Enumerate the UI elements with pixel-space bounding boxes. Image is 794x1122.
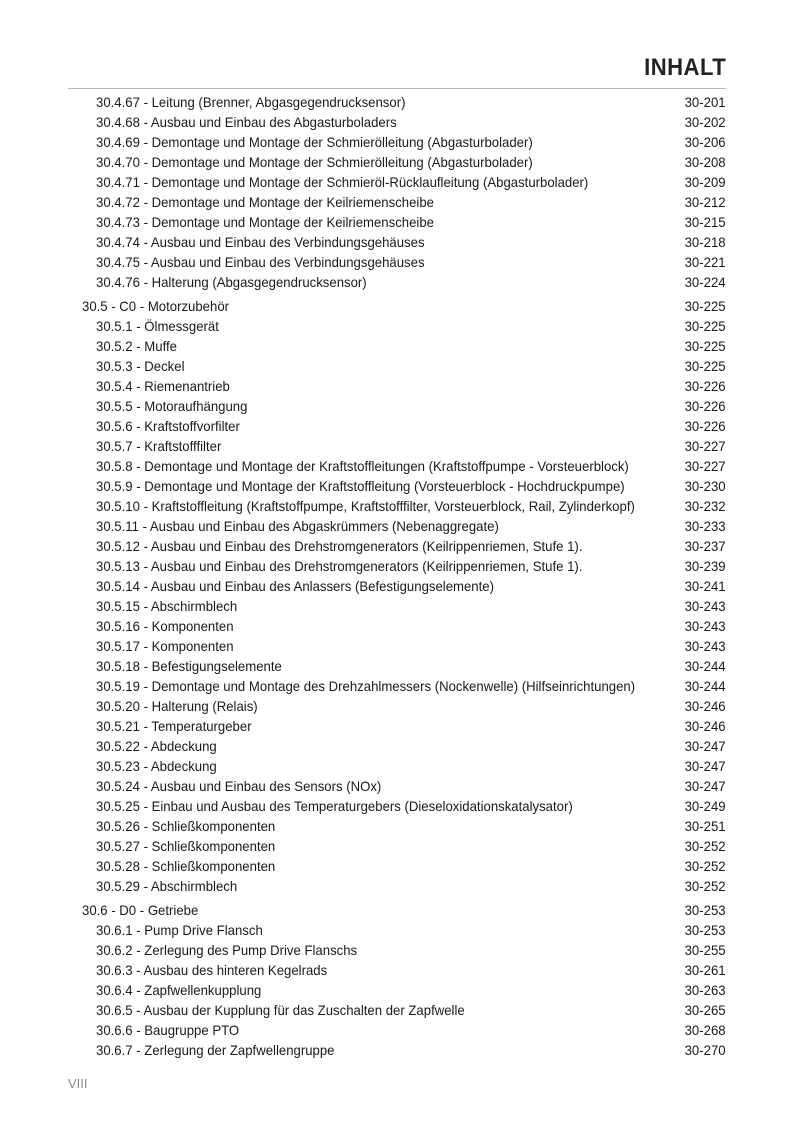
toc-entry-page: 30-225 (685, 298, 726, 314)
toc-entry-title: 30.5.27 - Schließkomponenten (96, 838, 276, 854)
toc-entry-page: 30-206 (685, 134, 726, 150)
toc-entry-page: 30-232 (685, 498, 726, 514)
toc-entry-row[interactable] (0, 980, 794, 1000)
toc-entry-title: 30.5.21 - Temperaturgeber (96, 718, 252, 734)
toc-entry-row[interactable] (0, 616, 794, 636)
toc-entry-row[interactable] (0, 92, 794, 112)
toc-entry-title: 30.6.5 - Ausbau der Kupplung für das Zuschalten der Zapfwelle (96, 1002, 465, 1018)
toc-entry-title: 30.5.5 - Motoraufhängung (96, 398, 248, 414)
toc-entry-title: 30.5.25 - Einbau und Ausbau des Temperaturgebers (Dieseloxidationskatalysator) (96, 798, 573, 814)
toc-entry-row[interactable] (0, 172, 794, 192)
toc-entry-page: 30-261 (685, 962, 726, 978)
toc-entry-page: 30-212 (685, 194, 726, 210)
toc-entry-row[interactable] (0, 876, 794, 896)
toc-entry-page: 30-209 (685, 174, 726, 190)
toc-entry-title: 30.4.69 - Demontage und Montage der Schmierölleitung (Abgasturbolader) (96, 134, 533, 150)
toc-entry-title: 30.4.70 - Demontage und Montage der Schmierölleitung (Abgasturbolader) (96, 154, 533, 170)
toc-entry-page: 30-226 (685, 418, 726, 434)
page-number: VIII (68, 1076, 88, 1091)
toc-entry-row[interactable] (0, 556, 794, 576)
toc-entry-title: 30.5.19 - Demontage und Montage des Drehzahlmessers (Nockenwelle) (Hilfseinrichtungen) (96, 678, 636, 694)
toc-entry-page: 30-233 (685, 518, 726, 534)
toc-entry-title: 30.4.75 - Ausbau und Einbau des Verbindungsgehäuses (96, 254, 425, 270)
toc-entry-row[interactable] (0, 856, 794, 876)
toc-entry-row[interactable] (0, 456, 794, 476)
toc-entry-title: 30.5.26 - Schließkomponenten (96, 818, 276, 834)
toc-entry-page: 30-243 (685, 598, 726, 614)
toc-entry-title: 30.5.12 - Ausbau und Einbau des Drehstromgenerators (Keilrippenriemen, Stufe 1). (96, 538, 583, 554)
toc-entry-page: 30-247 (685, 778, 726, 794)
toc-entry-page: 30-201 (685, 94, 726, 110)
toc-entry-title: 30.6 - D0 - Getriebe (82, 902, 199, 918)
toc-entry-page: 30-246 (685, 718, 726, 734)
toc-entry-row[interactable] (0, 920, 794, 940)
toc-entry-title: 30.5.7 - Kraftstofffilter (96, 438, 222, 454)
toc-entry-page: 30-265 (685, 1002, 726, 1018)
toc-entry-row[interactable] (0, 496, 794, 516)
toc-entry-page: 30-227 (685, 458, 726, 474)
toc-entry-row[interactable] (0, 112, 794, 132)
toc-entry-page: 30-225 (685, 338, 726, 354)
toc-entry-row[interactable] (0, 636, 794, 656)
toc-entry-row[interactable] (0, 776, 794, 796)
toc-entry-title: 30.5.18 - Befestigungselemente (96, 658, 282, 674)
toc-entry-row[interactable] (0, 436, 794, 456)
toc-entry-title: 30.4.74 - Ausbau und Einbau des Verbindungsgehäuses (96, 234, 425, 250)
toc-entry-row[interactable] (0, 376, 794, 396)
toc-entry-title: 30.5.16 - Komponenten (96, 618, 234, 634)
toc-entry-title: 30.5.9 - Demontage und Montage der Kraftstoffleitung (Vorsteuerblock - Hochdruckpumpe) (96, 478, 625, 494)
toc-entry-row[interactable] (0, 796, 794, 816)
toc-entry-row[interactable] (0, 716, 794, 736)
toc-entry-page: 30-202 (685, 114, 726, 130)
page-title: INHALT (643, 54, 726, 81)
toc-entry-title: 30.5.23 - Abdeckung (96, 758, 217, 774)
table-of-contents (0, 92, 794, 1060)
toc-entry-title: 30.4.73 - Demontage und Montage der Keilriemenscheibe (96, 214, 434, 230)
toc-entry-row[interactable] (0, 1000, 794, 1020)
toc-entry-row[interactable] (0, 396, 794, 416)
toc-entry-title: 30.4.76 - Halterung (Abgasgegendrucksensor) (96, 274, 367, 290)
toc-entry-row[interactable] (0, 1020, 794, 1040)
toc-entry-title: 30.6.2 - Zerlegung des Pump Drive Flanschs (96, 942, 358, 958)
toc-entry-row[interactable] (0, 316, 794, 336)
toc-entry-page: 30-247 (685, 738, 726, 754)
toc-entry-row[interactable] (0, 756, 794, 776)
toc-entry-title: 30.5.24 - Ausbau und Einbau des Sensors (NOx) (96, 778, 382, 794)
toc-entry-title: 30.5.13 - Ausbau und Einbau des Drehstromgenerators (Keilrippenriemen, Stufe 1). (96, 558, 583, 574)
toc-entry-row[interactable] (0, 596, 794, 616)
toc-entry-page: 30-270 (685, 1042, 726, 1058)
toc-entry-title: 30.5.17 - Komponenten (96, 638, 234, 654)
toc-entry-title: 30.4.68 - Ausbau und Einbau des Abgasturboladers (96, 114, 397, 130)
toc-entry-title: 30.5.1 - Ölmessgerät (96, 318, 219, 334)
toc-entry-page: 30-226 (685, 398, 726, 414)
toc-entry-title: 30.6.3 - Ausbau des hinteren Kegelrads (96, 962, 328, 978)
toc-entry-page: 30-227 (685, 438, 726, 454)
toc-entry-page: 30-215 (685, 214, 726, 230)
toc-entry-row[interactable] (0, 516, 794, 536)
toc-entry-page: 30-253 (685, 922, 726, 938)
toc-entry-title: 30.4.67 - Leitung (Brenner, Abgasgegendrucksensor) (96, 94, 406, 110)
toc-section-row[interactable] (0, 296, 794, 316)
toc-entry-row[interactable] (0, 576, 794, 596)
toc-entry-row[interactable] (0, 212, 794, 232)
toc-entry-title: 30.5.10 - Kraftstoffleitung (Kraftstoffpumpe, Kraftstofffilter, Vorsteuerblock, Rail, Zylinderkopf) (96, 498, 635, 514)
toc-entry-page: 30-247 (685, 758, 726, 774)
toc-entry-page: 30-244 (685, 678, 726, 694)
toc-entry-row[interactable] (0, 416, 794, 436)
toc-entry-row[interactable] (0, 940, 794, 960)
toc-entry-page: 30-224 (685, 274, 726, 290)
toc-entry-page: 30-239 (685, 558, 726, 574)
toc-entry-row[interactable] (0, 1040, 794, 1060)
toc-entry-title: 30.5.28 - Schließkomponenten (96, 858, 276, 874)
toc-entry-title: 30.5.20 - Halterung (Relais) (96, 698, 258, 714)
toc-section-row[interactable] (0, 900, 794, 920)
toc-entry-page: 30-221 (685, 254, 726, 270)
toc-entry-row[interactable] (0, 696, 794, 716)
toc-entry-page: 30-252 (685, 838, 726, 854)
toc-entry-row[interactable] (0, 252, 794, 272)
toc-entry-page: 30-241 (685, 578, 726, 594)
toc-entry-page: 30-218 (685, 234, 726, 250)
toc-entry-row[interactable] (0, 272, 794, 292)
toc-entry-page: 30-226 (685, 378, 726, 394)
toc-entry-title: 30.5.29 - Abschirmblech (96, 878, 238, 894)
toc-entry-page: 30-252 (685, 858, 726, 874)
toc-entry-row[interactable] (0, 960, 794, 980)
toc-entry-title: 30.6.7 - Zerlegung der Zapfwellengruppe (96, 1042, 335, 1058)
toc-entry-title: 30.5.6 - Kraftstoffvorfilter (96, 418, 240, 434)
toc-entry-title: 30.5.15 - Abschirmblech (96, 598, 238, 614)
toc-entry-row[interactable] (0, 356, 794, 376)
toc-entry-row[interactable] (0, 152, 794, 172)
toc-entry-row[interactable] (0, 336, 794, 356)
toc-entry-title: 30.4.71 - Demontage und Montage der Schmieröl-Rücklaufleitung (Abgasturbolader) (96, 174, 589, 190)
toc-entry-row[interactable] (0, 192, 794, 212)
toc-entry-page: 30-263 (685, 982, 726, 998)
toc-entry-page: 30-252 (685, 878, 726, 894)
toc-entry-title: 30.5.2 - Muffe (96, 338, 177, 354)
toc-entry-page: 30-253 (685, 902, 726, 918)
toc-entry-row[interactable] (0, 536, 794, 556)
toc-entry-page: 30-244 (685, 658, 726, 674)
toc-entry-row[interactable] (0, 132, 794, 152)
toc-entry-title: 30.5.4 - Riemenantrieb (96, 378, 230, 394)
toc-entry-page: 30-237 (685, 538, 726, 554)
header-divider (68, 88, 726, 89)
toc-entry-row[interactable] (0, 676, 794, 696)
toc-entry-title: 30.6.4 - Zapfwellenkupplung (96, 982, 262, 998)
toc-entry-title: 30.6.1 - Pump Drive Flansch (96, 922, 263, 938)
toc-entry-page: 30-249 (685, 798, 726, 814)
toc-entry-title: 30.5.22 - Abdeckung (96, 738, 217, 754)
toc-entry-page: 30-243 (685, 638, 726, 654)
toc-entry-row[interactable] (0, 476, 794, 496)
toc-entry-row[interactable] (0, 736, 794, 756)
toc-entry-row[interactable] (0, 836, 794, 856)
toc-entry-page: 30-255 (685, 942, 726, 958)
toc-entry-page: 30-225 (685, 358, 726, 374)
toc-entry-page: 30-268 (685, 1022, 726, 1038)
toc-entry-row[interactable] (0, 232, 794, 252)
toc-entry-title: 30.5 - C0 - Motorzubehör (82, 298, 230, 314)
toc-entry-title: 30.5.11 - Ausbau und Einbau des Abgaskrümmers (Nebenaggregate) (96, 518, 499, 534)
toc-entry-page: 30-246 (685, 698, 726, 714)
toc-entry-title: 30.5.3 - Deckel (96, 358, 185, 374)
toc-entry-page: 30-208 (685, 154, 726, 170)
toc-entry-page: 30-230 (685, 478, 726, 494)
toc-entry-page: 30-251 (685, 818, 726, 834)
toc-entry-row[interactable] (0, 816, 794, 836)
toc-entry-page: 30-243 (685, 618, 726, 634)
toc-entry-row[interactable] (0, 656, 794, 676)
toc-entry-title: 30.5.8 - Demontage und Montage der Kraftstoffleitungen (Kraftstoffpumpe - Vorsteuerblock) (96, 458, 629, 474)
toc-entry-title: 30.6.6 - Baugruppe PTO (96, 1022, 240, 1038)
toc-entry-title: 30.5.14 - Ausbau und Einbau des Anlassers (Befestigungselemente) (96, 578, 494, 594)
toc-entry-page: 30-225 (685, 318, 726, 334)
toc-entry-title: 30.4.72 - Demontage und Montage der Keilriemenscheibe (96, 194, 434, 210)
